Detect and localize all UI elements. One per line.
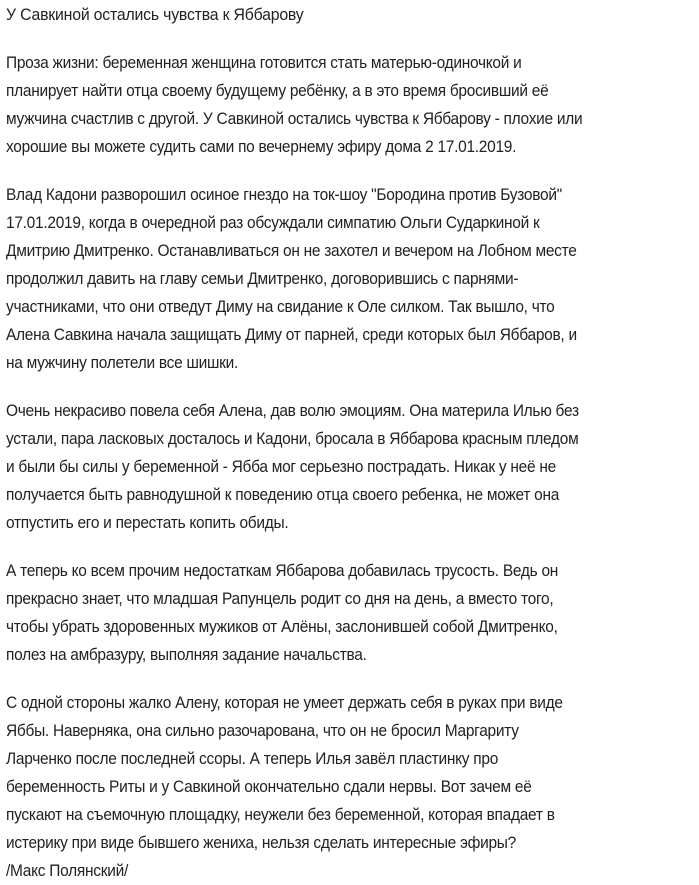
text-line: хорошие вы можете судить сами по вечернему эфиру дома 2 17.01.2019.	[6, 137, 517, 156]
text-line: Алена Савкина начала защищать Диму от парней, среди которых был Яббаров, и	[6, 325, 577, 344]
article-title: У Савкиной остались чувства к Яббарову	[6, 5, 304, 24]
text-line: Яббы. Наверняка, она сильно разочарована, что он не бросил Маргариту	[6, 721, 519, 740]
text-line: Дмитрию Дмитренко. Останавливаться он не захотел и вечером на Лобном месте	[6, 241, 577, 260]
text-line: Влад Кадони разворошил осиное гнездо на ток-шоу "Бородина против Бузовой"	[6, 185, 562, 204]
text-line: Проза жизни: беременная женщина готовится стать матерью-одиночкой и	[6, 53, 522, 72]
text-line: беременность Риты и у Савкиной окончательно сдали нервы. Вот зачем её	[6, 777, 532, 796]
paragraph-cowardice	[6, 557, 675, 669]
text-line: и были бы силы у беременной - Ябба мог серьезно пострадать. Никак у неё не	[6, 457, 556, 476]
text-line: мужчина счастлив с другой. У Савкиной остались чувства к Яббарову - плохие или	[6, 109, 583, 128]
text-line: 17.01.2019, когда в очередной раз обсуждали симпатию Ольги Сударкиной к	[6, 213, 540, 232]
text-line: продолжил давить на главу семьи Дмитренко, договорившись с парнями-	[6, 269, 519, 288]
text-line: Очень некрасиво повела себя Алена, дав волю эмоциям. Она материла Илью без	[6, 401, 579, 420]
text-line: Ларченко после последней ссоры. А теперь Илья завёл пластинку про	[6, 749, 499, 768]
text-line: пускают на съемочную площадку, неужели без беременной, которая впадает в	[6, 805, 555, 824]
paragraph-alena	[6, 397, 675, 537]
text-line: С одной стороны жалко Алену, которая не умеет держать себя в руках при виде	[6, 693, 563, 712]
text-line: получается быть равнодушной к поведению отца своего ребенка, не может она	[6, 485, 560, 504]
text-line: прекрасно знает, что младшая Рапунцель родит со дня на день, а вместо того,	[6, 589, 554, 608]
text-line: чтобы убрать здоровенных мужиков от Алёны, заслонившей собой Дмитренко,	[6, 617, 558, 636]
text-line: отпустить его и перестать копить обиды.	[6, 513, 289, 532]
text-line: истерику при виде бывшего жениха, нельзя сделать интересные эфиры?	[6, 833, 516, 852]
paragraph-intro	[6, 49, 675, 161]
text-line: планирует найти отца своему будущему ребёнку, а в это время бросивший её	[6, 81, 549, 100]
paragraph-kadoni	[6, 181, 675, 377]
text-line: участниками, что они отведут Диму на свидание к Оле силком. Так вышло, что	[6, 297, 555, 316]
text-line: полез на амбразуру, выполняя задание начальства.	[6, 645, 367, 664]
paragraph-conclusion	[6, 689, 675, 857]
text-line: устали, пара ласковых досталось и Кадони, бросала в Яббарова красным пледом	[6, 429, 579, 448]
text-line: А теперь ко всем прочим недостаткам Яббарова добавилась трусость. Ведь он	[6, 561, 559, 580]
author-signature: /Макс Полянский/	[6, 861, 128, 880]
text-line: на мужчину полетели все шишки.	[6, 353, 239, 372]
